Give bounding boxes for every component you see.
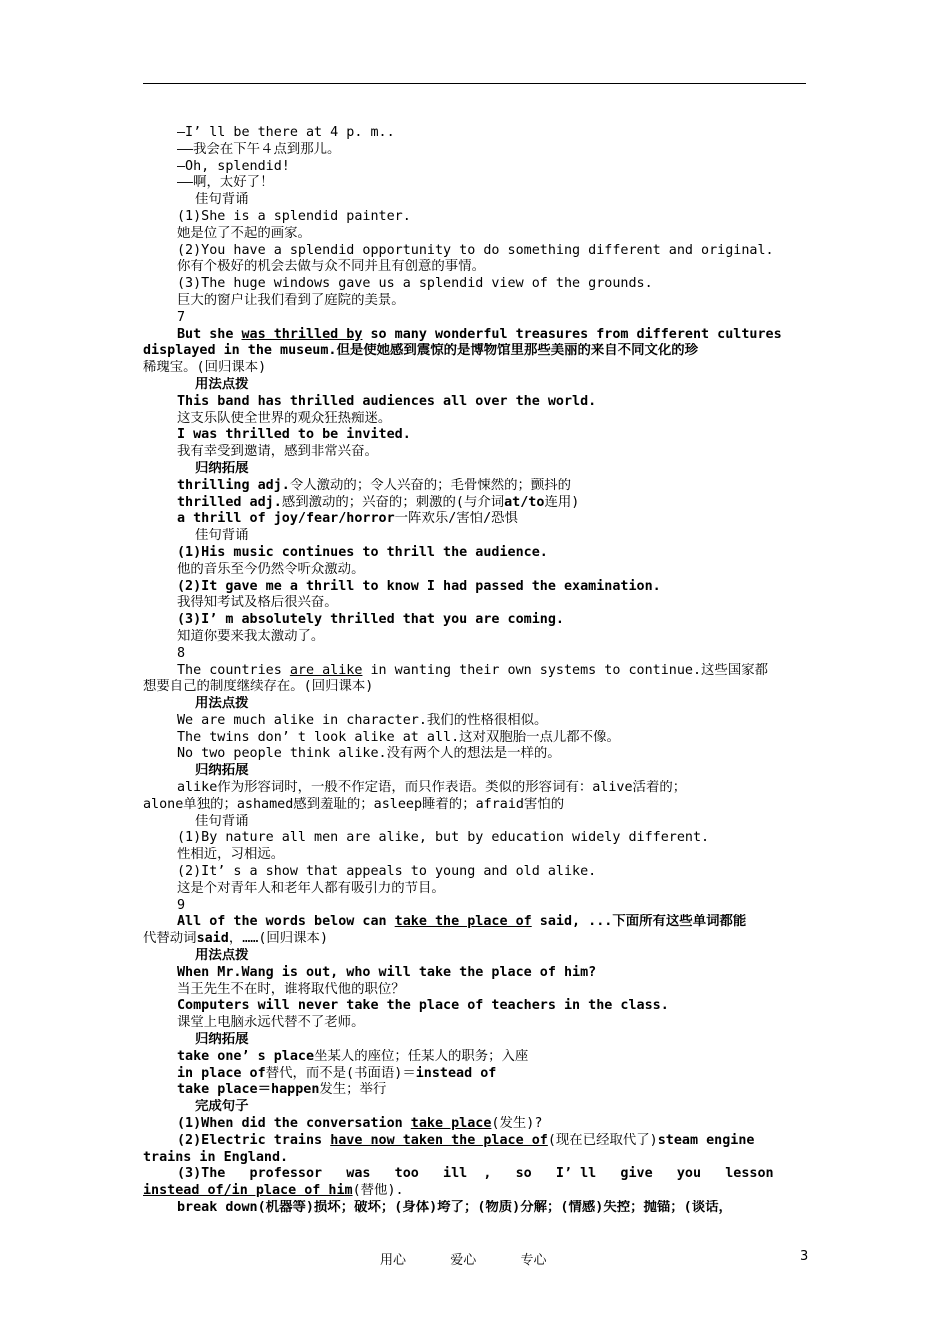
text-segment: a thrill of joy/fear/horror (177, 511, 395, 527)
text-line (143, 243, 806, 260)
text-segment: —I’ ll be there at 4 p. m.. (177, 125, 395, 140)
text-line (143, 1116, 806, 1133)
text-segment: 9 (177, 897, 186, 913)
document-body (143, 125, 806, 1217)
text-segment: But she (177, 326, 242, 342)
text-segment: said, ...下面所有这些单词都能 (531, 914, 747, 930)
text-segment: (2)It’ s a show that appeals to young and old alike. (177, 864, 597, 880)
text-segment: (1)His music continues to thrill the audience. (177, 544, 548, 560)
text-segment: This band has thrilled audiences all over the world. (177, 393, 597, 409)
text-segment: 用法点拨 (195, 948, 249, 964)
text-segment: 替代，而不是(书面语)＝ (265, 1065, 416, 1081)
text-line (143, 478, 806, 495)
text-segment: 8 (177, 645, 186, 661)
text-line (143, 293, 806, 310)
underlined-phrase: have now taken the place of (330, 1132, 548, 1148)
text-segment: ——啊，太好了！ (177, 175, 274, 191)
text-segment: 7 (177, 309, 186, 325)
text-line (143, 461, 806, 478)
text-segment: steam engine (657, 1132, 755, 1148)
text-line (143, 511, 806, 528)
text-segment: 坐某人的座位；任某人的职务；入座 (314, 1048, 529, 1064)
text-segment: 知道你要来我太激动了。 (177, 628, 325, 644)
text-line (143, 629, 806, 646)
text-line (143, 982, 806, 999)
text-line (143, 830, 806, 847)
text-line (143, 142, 806, 159)
underlined-phrase: was thrilled by (241, 326, 363, 342)
text-segment: All of the words below can (177, 914, 395, 930)
text-segment: (3)I’ m absolutely thrilled that you are coming. (177, 612, 564, 628)
text-segment: (发生)? (491, 1116, 543, 1132)
text-segment: (2)It gave me a thrill to know I had passed the examination. (177, 578, 661, 594)
underlined-phrase: instead of/in place of him (143, 1183, 353, 1199)
text-line (143, 998, 806, 1015)
text-line (143, 881, 806, 898)
text-segment: at/to (504, 494, 545, 510)
text-line (143, 562, 806, 579)
text-line (143, 797, 806, 814)
text-line (143, 360, 806, 377)
text-segment: 这支乐队使全世界的观众狂热痴迷。 (177, 410, 392, 426)
text-segment: 他的音乐至今仍然令听众激动。 (177, 561, 365, 577)
text-segment: When Mr.Wang is out, who will take the place of him? (177, 964, 597, 980)
text-line (143, 545, 806, 562)
text-segment: (替他). (352, 1183, 404, 1199)
text-line (143, 226, 806, 243)
text-line (143, 696, 806, 713)
text-segment: take one’ s place (177, 1048, 315, 1064)
text-line (143, 1049, 806, 1066)
text-segment: 稀瑰宝。(回归课本) (143, 360, 267, 376)
text-segment: ——我会在下午４点到那儿。 (177, 141, 341, 157)
text-segment: 佳句背诵 (195, 528, 249, 544)
text-line (143, 259, 806, 276)
text-segment: thrilled adj. (177, 494, 282, 510)
text-line (143, 814, 806, 831)
text-line (143, 730, 806, 747)
text-segment: 归纳拓展 (195, 460, 249, 476)
text-line (143, 780, 806, 797)
text-line (143, 209, 806, 226)
text-segment: 你有个极好的机会去做与众不同并且有创意的事情。 (177, 259, 485, 275)
header-rule (143, 83, 806, 84)
text-line (143, 1133, 806, 1150)
text-line (143, 1183, 806, 1200)
text-line (143, 327, 806, 344)
text-segment: 佳句背诵 (195, 813, 249, 829)
text-segment: so many wonderful treasures from different cultures (362, 326, 782, 342)
underlined-phrase: take place (410, 1116, 492, 1132)
text-segment: (2)You have a splendid opportunity to do something different and original. (177, 242, 774, 258)
text-line (143, 343, 806, 360)
text-segment: 性相近，习相远。 (177, 847, 285, 863)
text-line (143, 847, 806, 864)
text-segment: 巨大的窗户让我们看到了庭院的美景。 (177, 292, 405, 308)
text-segment: 感到激动的；兴奋的；刺激的(与介词 (281, 494, 505, 510)
text-line (143, 595, 806, 612)
text-segment: 课堂上电脑永远代替不了老师。 (177, 1015, 365, 1031)
text-segment: 这是个对青年人和老年人都有吸引力的节目。 (177, 880, 445, 896)
text-segment: in wanting their own systems to continue.这些国家都 (362, 662, 768, 678)
text-line (143, 646, 806, 663)
text-segment: The countries (177, 662, 290, 678)
text-segment: instead of (415, 1065, 497, 1081)
text-line (143, 1150, 806, 1167)
text-segment: We are much alike in character.我们的性格很相似。 (177, 712, 548, 728)
text-line (143, 377, 806, 394)
text-segment: No two people think alike.没有两个人的想法是一样的。 (177, 746, 561, 762)
text-line (143, 898, 806, 915)
text-segment: break down(机器等)损坏；破坏；(身体)垮了；(物质)分解；(情感)失控；抛锚；(谈话， (177, 1200, 732, 1215)
text-line (143, 1200, 806, 1217)
text-segment: (2)Electric trains (177, 1132, 331, 1148)
text-line (143, 276, 806, 293)
text-segment: 令人激动的；令人兴奋的；毛骨悚然的；颤抖的 (289, 477, 572, 493)
text-segment: 代替动词 (143, 931, 197, 947)
text-line (143, 411, 806, 428)
text-segment: —Oh, splendid! (177, 158, 290, 174)
text-segment: 发生；举行 (319, 1082, 387, 1098)
text-line (143, 948, 806, 965)
text-segment: 她是位了不起的画家。 (177, 225, 311, 241)
text-segment: (3)The professor was too ill , so I’ ll give you lesson (177, 1166, 774, 1182)
text-line (143, 763, 806, 780)
text-line (143, 965, 806, 982)
text-line (143, 612, 806, 629)
text-segment: 归纳拓展 (195, 1032, 249, 1048)
text-segment: 一阵欢乐/害怕/恐惧 (394, 511, 518, 527)
text-segment: 佳句背诵 (195, 192, 249, 208)
text-segment: (1)By nature all men are alike, but by education widely different. (177, 830, 710, 846)
text-segment: I was thrilled to be invited. (177, 427, 411, 443)
text-segment: 我得知考试及格后很兴奋。 (177, 595, 338, 611)
text-line (143, 914, 806, 931)
text-line (143, 175, 806, 192)
text-line (143, 1015, 806, 1032)
text-segment: (1)She is a splendid painter. (177, 208, 411, 224)
text-line (143, 427, 806, 444)
text-line (143, 579, 806, 596)
text-segment: 归纳拓展 (195, 763, 249, 779)
text-line (143, 394, 806, 411)
text-line (143, 192, 806, 209)
text-line (143, 679, 806, 696)
text-line (143, 125, 806, 142)
footer-motto: 用心 爱心 专心 (380, 1253, 547, 1268)
text-line (143, 1066, 806, 1083)
text-line (143, 663, 806, 680)
text-line (143, 528, 806, 545)
text-segment: (现在已经取代了) (547, 1132, 658, 1148)
text-segment: 当王先生不在时，谁将取代他的职位？ (177, 981, 405, 997)
text-line (143, 713, 806, 730)
text-line (143, 444, 806, 461)
page-number: 3 (800, 1249, 809, 1264)
text-line (143, 1032, 806, 1049)
text-segment: (3)The huge windows gave us a splendid view of the grounds. (177, 276, 653, 292)
text-line (143, 1166, 806, 1183)
text-line (143, 1082, 806, 1099)
text-segment: 完成句子 (195, 1099, 249, 1115)
text-line (143, 931, 806, 948)
underlined-phrase: are alike (289, 662, 363, 678)
text-segment: trains in England. (143, 1149, 289, 1165)
text-segment: 连用) (544, 494, 580, 510)
text-segment: ，……(回归课本) (228, 931, 329, 947)
text-segment: (1)When did the conversation (177, 1116, 411, 1132)
text-segment: alike作为形容词时，一般不作定语，而只作表语。类似的形容词有：alive活着的； (177, 780, 687, 796)
text-segment: thrilling adj. (177, 477, 290, 493)
text-line (143, 310, 806, 327)
text-segment: The twins don’ t look alike at all.这对双胞胎一点儿都不像。 (177, 729, 620, 745)
text-segment: 我有幸受到邀请，感到非常兴奋。 (177, 444, 378, 460)
text-segment: said (196, 931, 229, 947)
underlined-phrase: take the place of (394, 914, 532, 930)
text-segment: in place of (177, 1065, 266, 1081)
text-line (143, 864, 806, 881)
text-segment: Computers will never take the place of teachers in the class. (177, 998, 669, 1014)
text-segment: 想要自己的制度继续存在。(回归课本) (143, 679, 374, 695)
text-line (143, 159, 806, 176)
text-segment: displayed in the museum.但是使她感到震惊的是博物馆里那些美丽的来自不同文化的珍 (143, 343, 699, 359)
text-segment: 用法点拨 (195, 696, 249, 712)
text-line (143, 495, 806, 512)
text-line (143, 1099, 806, 1116)
text-line (143, 746, 806, 763)
text-segment: alone单独的；ashamed感到羞耻的；asleep睡着的；afraid害怕的 (143, 796, 565, 812)
text-segment: 用法点拨 (195, 376, 249, 392)
text-segment: take place＝happen (177, 1082, 320, 1098)
